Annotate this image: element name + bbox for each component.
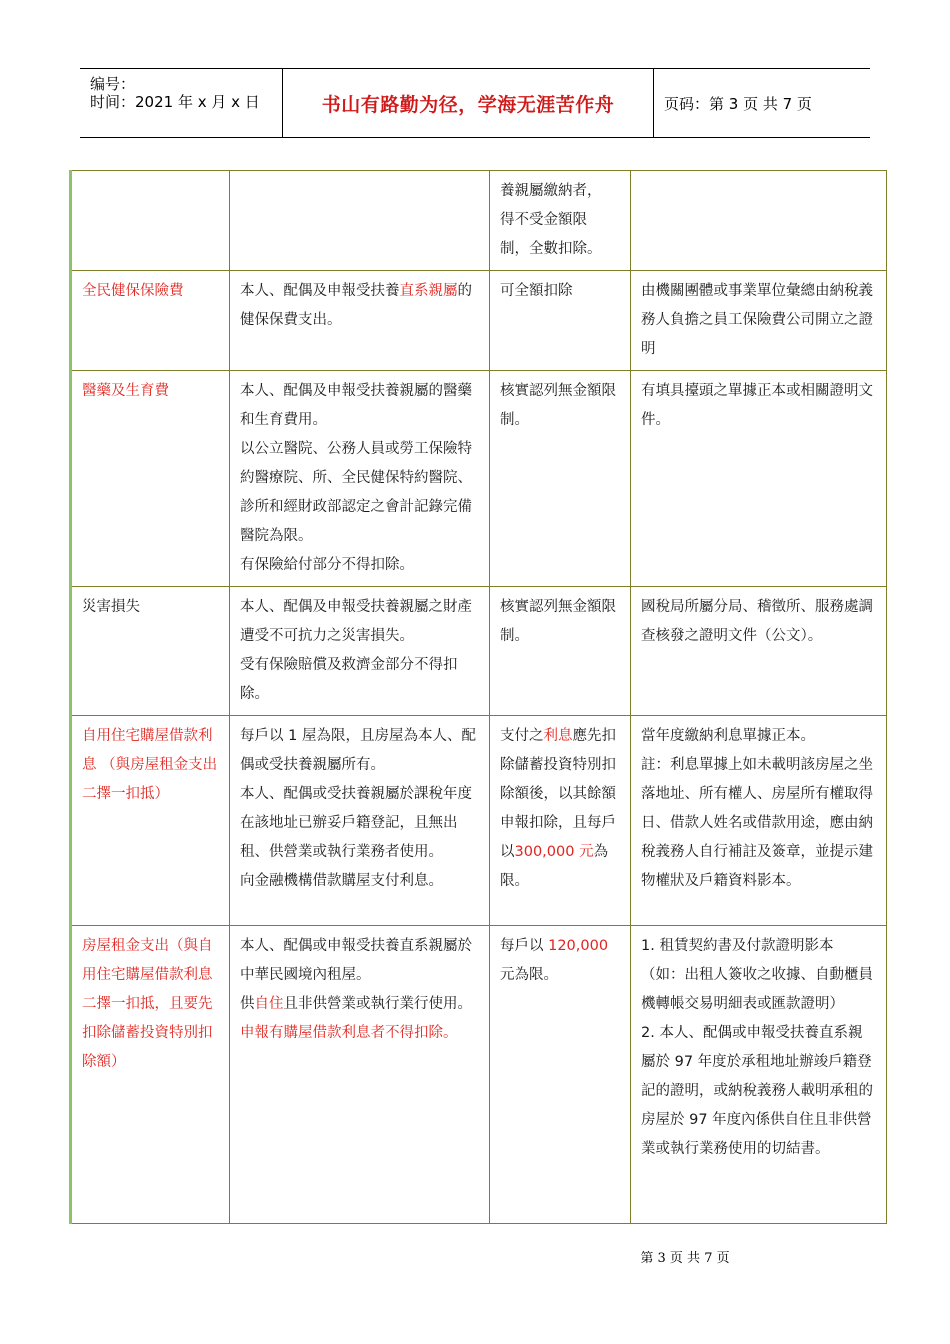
doc-time-label: 时间：2021 年 x 月 x 日 xyxy=(90,93,260,111)
table-row xyxy=(71,171,887,271)
row-limit-cell: 核實認列無金額限制。 xyxy=(490,371,631,587)
row-limit-cell: 養親屬繳納者， 得不受金額限 制，全數扣除。 xyxy=(490,171,631,271)
header-page-info: 页码：第 3 页 共 7 页 xyxy=(664,94,812,113)
row-title: 全民健保保險費 xyxy=(82,283,184,299)
row-proof-cell: 有填具擡頭之單據正本或相關證明文件。 xyxy=(631,371,887,587)
row-title-cell xyxy=(71,587,230,716)
row-title-cell xyxy=(71,716,230,926)
doc-number-label: 编号： xyxy=(90,75,136,93)
row-title-cell xyxy=(71,926,230,1224)
table-row xyxy=(71,926,887,1224)
row-scope-cell xyxy=(230,171,490,271)
header-motto: 书山有路勤为径，学海无涯苦作舟 xyxy=(321,93,615,116)
row-title-cell xyxy=(71,371,230,587)
row-scope-cell: 本人、配偶及申報受扶養親屬的醫藥和生育費用。 以公立醫院、公務人員或勞工保險特約醫療院、所、全民健保特約醫院、診所和經財政部認定之會計記錄完備醫院為限。 有保險給付部分不得扣除。 xyxy=(230,371,490,587)
page-header xyxy=(80,68,870,138)
deduction-table xyxy=(69,170,887,1224)
row-proof-cell: 由機關團體或事業單位彙總由納稅義務人負擔之員工保險費公司開立之證明 xyxy=(631,271,887,371)
table-row xyxy=(71,271,887,371)
table-row xyxy=(71,716,887,926)
row-scope-cell: 本人、配偶及申報受扶養親屬之財產遭受不可抗力之災害損失。 受有保險賠償及救濟金部分不得扣除。 xyxy=(230,587,490,716)
row-proof-cell: 1. 租賃契約書及付款證明影本（如：出租人簽收之收據、自動櫃員機轉帳交易明細表或匯款證明） 2. 本人、配偶或申報受扶養直系親屬於 97 年度於承租地址辦竣戶籍登記的證明，或納稅義務人載明承租的房屋於 97 年度內係供自住且非供營業或執行業務使用的切結書。 xyxy=(631,926,887,1224)
header-motto-cell xyxy=(283,69,654,137)
row-limit-cell: 可全額扣除 xyxy=(490,271,631,371)
row-title: 自用住宅購屋借款利息 （與房屋租金支出二擇一扣抵） xyxy=(82,728,218,802)
table-row xyxy=(71,587,887,716)
row-limit-cell: 核實認列無金額限制。 xyxy=(490,587,631,716)
row-proof-cell: 國稅局所屬分局、稽徵所、服務處調查核發之證明文件（公文）。 xyxy=(631,587,887,716)
row-proof-cell xyxy=(631,171,887,271)
row-limit-cell: 每戶以 120,000元為限。 xyxy=(490,926,631,1224)
table-row xyxy=(71,371,887,587)
header-meta xyxy=(80,69,283,137)
header-page-cell xyxy=(654,69,870,137)
row-title: 災害損失 xyxy=(82,599,140,615)
row-scope-cell: 本人、配偶及申報受扶養直系親屬的健保保費支出。 xyxy=(230,271,490,371)
row-title-cell xyxy=(71,271,230,371)
row-scope-cell: 本人、配偶或申報受扶養直系親屬於中華民國境內租屋。 供自住且非供營業或執行業行使用。 申報有購屋借款利息者不得扣除。 xyxy=(230,926,490,1224)
row-scope-cell: 每戶以 1 屋為限，且房屋為本人、配偶或受扶養親屬所有。 本人、配偶或受扶養親屬於課稅年度在該地址已辦妥戶籍登記，且無出租、供營業或執行業務者使用。 向金融機構借款購屋支付利息。 xyxy=(230,716,490,926)
row-limit-cell: 支付之利息應先扣除儲蓄投資特別扣除額後，以其餘額申報扣除，且每戶以300,000 元為限。 xyxy=(490,716,631,926)
row-title-cell xyxy=(71,171,230,271)
page-footer: 第 3 页 共 7 页 xyxy=(640,1251,730,1266)
row-proof-cell: 當年度繳納利息單據正本。 註：利息單據上如未載明該房屋之坐落地址、所有權人、房屋所有權取得日、借款人姓名或借款用途，應由納稅義務人自行補註及簽章，並提示建物權狀及戶籍資料影本。 xyxy=(631,716,887,926)
row-title: 房屋租金支出（與自用住宅購屋借款利息二擇一扣抵，且要先扣除儲蓄投資特別扣除額） xyxy=(82,938,213,1070)
row-title: 醫藥及生育費 xyxy=(82,383,169,399)
